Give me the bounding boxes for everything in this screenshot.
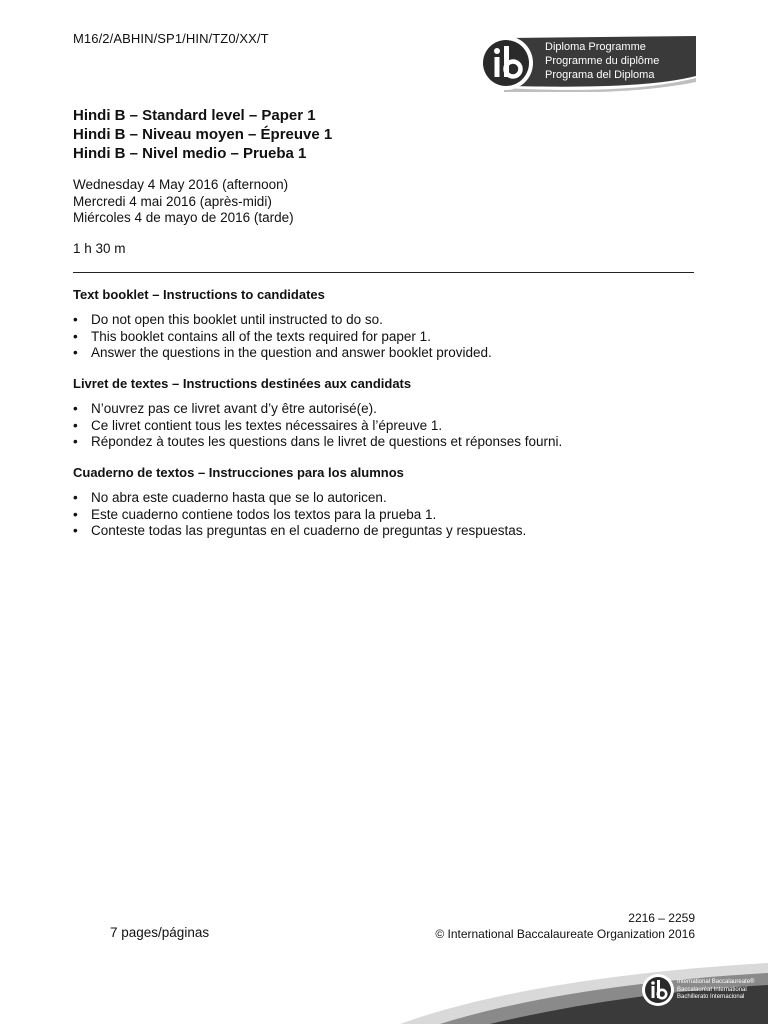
instruction-list: [73, 312, 713, 362]
page-count: 7 pages/páginas: [110, 925, 210, 940]
instruction-list: [73, 401, 713, 451]
instruction-item: • N’ouvrez pas ce livret avant d’y être autorisé(e).: [73, 401, 713, 418]
ib-line-es: Bachillerato Internacional: [677, 994, 745, 1000]
instruction-list: [73, 490, 713, 540]
instruction-item: • Answer the questions in the question and answer booklet provided.: [73, 345, 713, 362]
title-english: Hindi B – Standard level – Paper 1: [73, 107, 316, 124]
paper-titles: [73, 106, 332, 163]
instruction-item: • Ce livret contient tous les textes nécessaires à l’épreuve 1.: [73, 418, 713, 435]
instruction-item: • No abra este cuaderno hasta que se lo autoricen.: [73, 490, 713, 507]
instruction-item: • Este cuaderno contiene todos los textos para la prueba 1.: [73, 507, 713, 524]
date-english: Wednesday 4 May 2016 (afternoon): [73, 177, 289, 192]
document-code: M16/2/ABHIN/SP1/HIN/TZ0/XX/T: [73, 31, 269, 46]
logo-line-es: Programa del Diploma: [545, 69, 655, 81]
ib-logo-icon: [479, 36, 533, 90]
section-heading: Text booklet – Instructions to candidates: [73, 287, 325, 302]
ib-footer-icon: [642, 974, 674, 1006]
instruction-item: • This booklet contains all of the texts required for paper 1.: [73, 329, 713, 346]
section-heading: Cuaderno de textos – Instrucciones para los alumnos: [73, 465, 404, 480]
logo-text: [545, 40, 659, 82]
divider: [73, 272, 694, 273]
copyright: © International Baccalaureate Organization 2016: [435, 926, 695, 941]
instructions-french: [73, 376, 713, 451]
logo-line-fr: Programme du diplôme: [545, 55, 660, 67]
instruction-item: • Conteste todas las preguntas en el cuaderno de preguntas y respuestas.: [73, 523, 713, 540]
date-french: Mercredi 4 mai 2016 (après-midi): [73, 193, 272, 209]
code-range: 2216 – 2259: [628, 911, 695, 925]
ib-footer-text: [677, 979, 754, 1002]
date-spanish: Miércoles 4 de mayo de 2016 (tarde): [73, 210, 294, 225]
logo-line-en: Diploma Programme: [545, 41, 646, 53]
instructions-spanish: [73, 465, 713, 540]
exam-dates: [73, 177, 294, 227]
title-french: Hindi B – Niveau moyen – Épreuve 1: [73, 126, 333, 143]
ib-line-fr: Baccalauréat International: [677, 986, 747, 993]
instruction-item: • Répondez à toutes les questions dans le livret de questions et réponses fourni.: [73, 434, 713, 451]
instructions-english: [73, 287, 713, 362]
title-spanish: Hindi B – Nivel medio – Prueba 1: [73, 145, 307, 162]
instruction-item: • Do not open this booklet until instructed to do so.: [73, 312, 713, 329]
footer-codes: [435, 911, 695, 942]
section-heading: Livret de textes – Instructions destinées aux candidats: [73, 376, 412, 391]
exam-duration: 1 h 30 m: [73, 241, 126, 256]
ib-line-en: International Baccalaureate®: [677, 979, 755, 985]
